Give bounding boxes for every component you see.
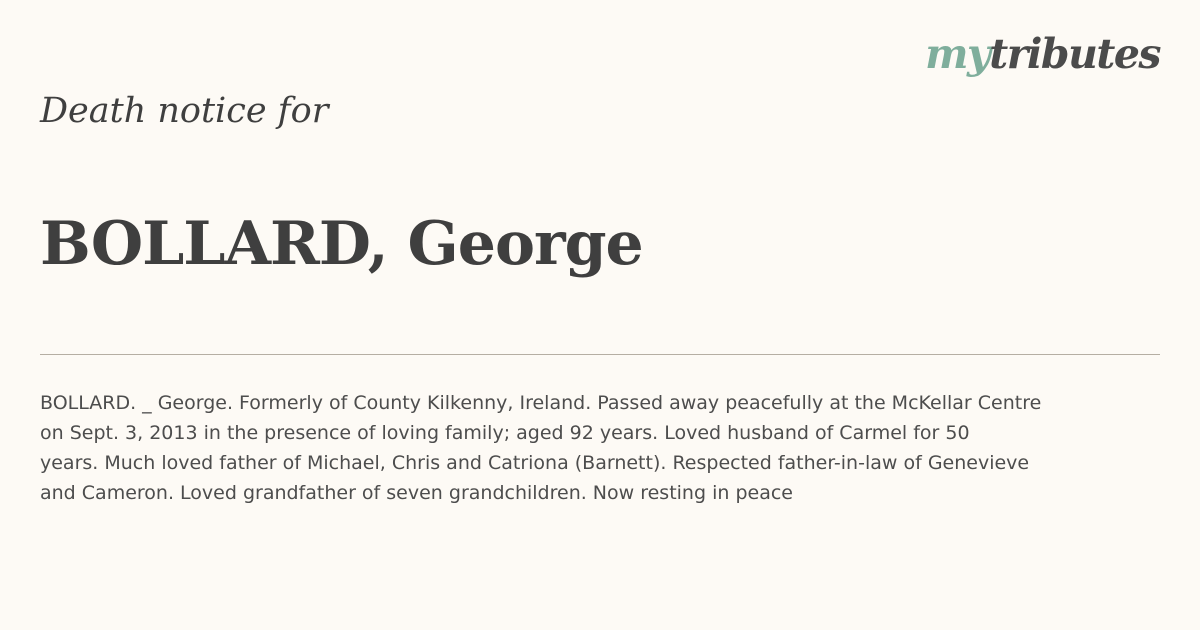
logo-part-tributes: tributes xyxy=(989,30,1160,78)
mytributes-logo[interactable] xyxy=(925,30,1160,78)
deceased-name: BOLLARD, George xyxy=(40,209,643,279)
notice-heading: Death notice for xyxy=(40,91,329,131)
notice-text: BOLLARD. _ George. Formerly of County Kilkenny, Ireland. Passed away peacefully at the McKellar Centre on Sept. 3, 2013 in the presence of loving family; aged 92 years. Loved husband of Carmel for 50 years. Much loved father of Michael, Chris and Catriona (Barnett). Respected father-in-law of Genevieve and Cameron. Loved grandfather of seven grandchildren. Now resting in peace xyxy=(40,392,1042,504)
divider xyxy=(40,354,1160,355)
logo-part-my: my xyxy=(925,30,990,78)
